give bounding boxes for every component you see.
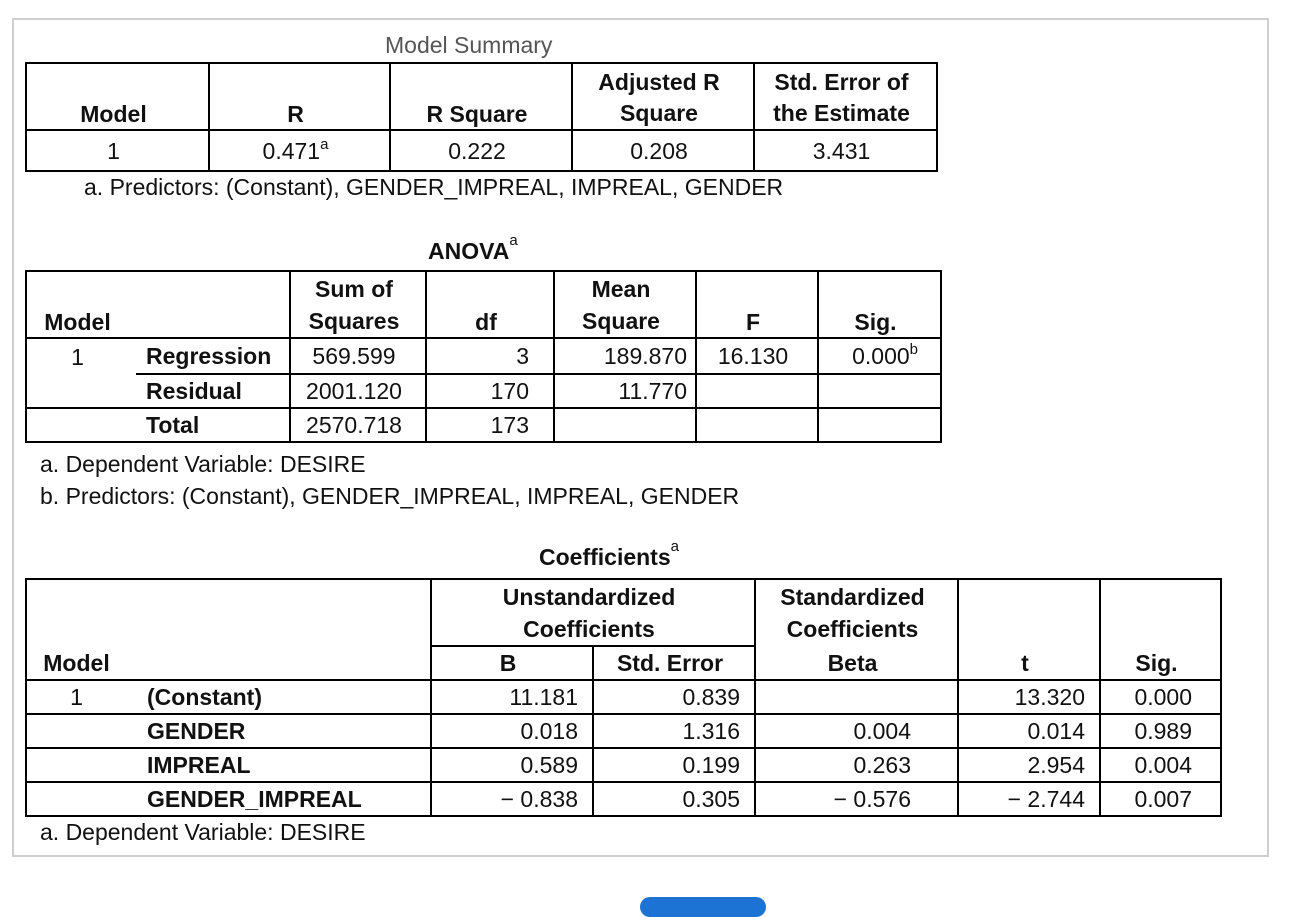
header-r: R	[209, 63, 390, 130]
anova-row-sig	[818, 374, 941, 408]
anova-row-mean-sq: 189.870	[554, 338, 696, 374]
coef-row-t: 0.014	[958, 714, 1100, 748]
coef-row-model	[26, 748, 134, 782]
model-summary-r-square-cell: 0.222	[390, 130, 572, 171]
coef-header-model: Model	[26, 646, 134, 680]
coef-row-beta	[755, 680, 958, 714]
coef-header-sig: Sig.	[1100, 646, 1221, 680]
anova-header-mean-line1: Mean	[591, 276, 651, 302]
anova-header-mean-line2: Square	[582, 308, 660, 334]
coef-row-model	[26, 782, 134, 816]
coef-row-model: 1	[26, 680, 134, 714]
coef-row-std-error: 0.839	[593, 680, 755, 714]
r-footnote-marker: a	[320, 135, 329, 153]
coef-row-b: 0.589	[431, 748, 593, 782]
anova-row-label: Regression	[136, 338, 290, 374]
anova-footnote-a: a. Dependent Variable: DESIRE	[40, 451, 366, 477]
coef-row-b: 0.018	[431, 714, 593, 748]
coef-row-model	[26, 714, 134, 748]
coef-row-label: GENDER_IMPREAL	[134, 782, 431, 816]
header-adjusted-r-square-line1: Adjusted R	[598, 69, 720, 95]
coef-row-beta: 0.263	[755, 748, 958, 782]
anova-footnote-b: b. Predictors: (Constant), GENDER_IMPREAL, IMPREAL, GENDER	[40, 483, 740, 509]
coef-row-b: − 0.838	[431, 782, 593, 816]
anova-row-sum-sq: 2001.120	[290, 374, 426, 408]
anova-row-df: 170	[426, 374, 554, 408]
anova-row-model	[26, 374, 136, 408]
anova-row-sig	[818, 408, 941, 442]
coef-header-source	[134, 646, 431, 680]
header-adjusted-r-square-line2: Square	[620, 100, 698, 126]
coef-header-unstd-line1: Unstandardized	[502, 583, 676, 610]
anova-row-df: 3	[426, 338, 554, 374]
coef-header-spacer	[1100, 579, 1221, 646]
anova-header-mean-square	[554, 271, 696, 338]
model-summary-adj-r-square-cell: 0.208	[572, 130, 754, 171]
coef-row-std-error: 0.199	[593, 748, 755, 782]
coef-row-t: − 2.744	[958, 782, 1100, 816]
anova-row-f	[696, 374, 818, 408]
header-r-square: R Square	[390, 63, 572, 130]
coef-header-t: t	[958, 646, 1100, 680]
anova-row-mean-sq: 11.770	[554, 374, 696, 408]
anova-row-mean-sq	[554, 408, 696, 442]
coefficients-title	[539, 538, 679, 571]
coefficients-title-footnote-marker: a	[670, 538, 679, 555]
coef-header-spacer	[134, 579, 431, 646]
coef-row-label: GENDER	[134, 714, 431, 748]
anova-header-source	[136, 271, 290, 338]
anova-header-f: F	[696, 271, 818, 338]
coefficients-footnote: a. Dependent Variable: DESIRE	[40, 819, 366, 845]
anova-row-f	[696, 408, 818, 442]
coef-header-std-error: Std. Error	[593, 646, 755, 680]
anova-row-df: 173	[426, 408, 554, 442]
anova-header-sig: Sig.	[818, 271, 941, 338]
r-value: 0.471	[262, 137, 321, 164]
coef-header-beta: Beta	[755, 646, 958, 680]
coefficients-table	[25, 578, 1222, 817]
model-summary-model-cell: 1	[26, 130, 209, 171]
coef-header-unstandardized	[431, 579, 755, 646]
header-adjusted-r-square	[572, 63, 754, 130]
coef-row-beta: 0.004	[755, 714, 958, 748]
coef-header-spacer	[26, 579, 134, 646]
model-summary-title: Model Summary	[385, 32, 553, 58]
coef-row-sig: 0.007	[1100, 782, 1221, 816]
header-std-error-estimate	[754, 63, 937, 130]
model-summary-table	[25, 62, 938, 172]
anova-row-sig	[818, 338, 941, 374]
anova-title-text: ANOVA	[428, 238, 510, 264]
anova-row-sum-sq: 569.599	[290, 338, 426, 374]
model-summary-std-error-cell: 3.431	[754, 130, 937, 171]
coef-row-t: 2.954	[958, 748, 1100, 782]
anova-row-sum-sq: 2570.718	[290, 408, 426, 442]
coef-row-beta: − 0.576	[755, 782, 958, 816]
anova-row-label: Residual	[136, 374, 290, 408]
anova-row-model	[26, 408, 136, 442]
anova-header-df: df	[426, 271, 554, 338]
anova-title-footnote-marker: a	[509, 232, 518, 249]
anova-header-sum-line1: Sum of	[315, 276, 393, 302]
anova-title	[428, 232, 518, 265]
coef-header-unstd-line2: Coefficients	[523, 615, 655, 642]
coef-header-standardized	[755, 579, 958, 646]
submit-button[interactable]	[640, 897, 766, 917]
coef-header-spacer	[958, 579, 1100, 646]
model-summary-r-cell	[209, 130, 390, 171]
coef-row-std-error: 0.305	[593, 782, 755, 816]
coef-header-std-line1: Standardized	[780, 584, 925, 610]
anova-table	[25, 270, 942, 443]
coef-header-std-line2: Coefficients	[786, 616, 919, 642]
anova-row-model: 1	[26, 338, 136, 374]
anova-header-sum-of-squares	[290, 271, 426, 338]
coef-row-std-error: 1.316	[593, 714, 755, 748]
anova-sig-footnote-marker: b	[909, 341, 918, 358]
coef-row-sig: 0.989	[1100, 714, 1221, 748]
coef-row-sig: 0.000	[1100, 680, 1221, 714]
header-std-error-line1: Std. Error of	[774, 69, 909, 95]
coef-row-label: IMPREAL	[134, 748, 431, 782]
anova-row-label: Total	[136, 408, 290, 442]
coef-row-sig: 0.004	[1100, 748, 1221, 782]
model-summary-footnote: a. Predictors: (Constant), GENDER_IMPREAL, IMPREAL, GENDER	[84, 174, 784, 200]
anova-header-sum-line2: Squares	[308, 308, 400, 334]
header-std-error-line2: the Estimate	[773, 100, 910, 126]
coef-header-b: B	[431, 646, 593, 680]
anova-sig-value: 0.000	[852, 343, 910, 369]
header-model: Model	[26, 63, 209, 130]
coef-row-label: (Constant)	[134, 680, 431, 714]
coef-row-b: 11.181	[431, 680, 593, 714]
anova-row-f: 16.130	[696, 338, 818, 374]
coefficients-title-text: Coefficients	[539, 544, 671, 570]
anova-header-model: Model	[26, 271, 136, 338]
coef-row-t: 13.320	[958, 680, 1100, 714]
